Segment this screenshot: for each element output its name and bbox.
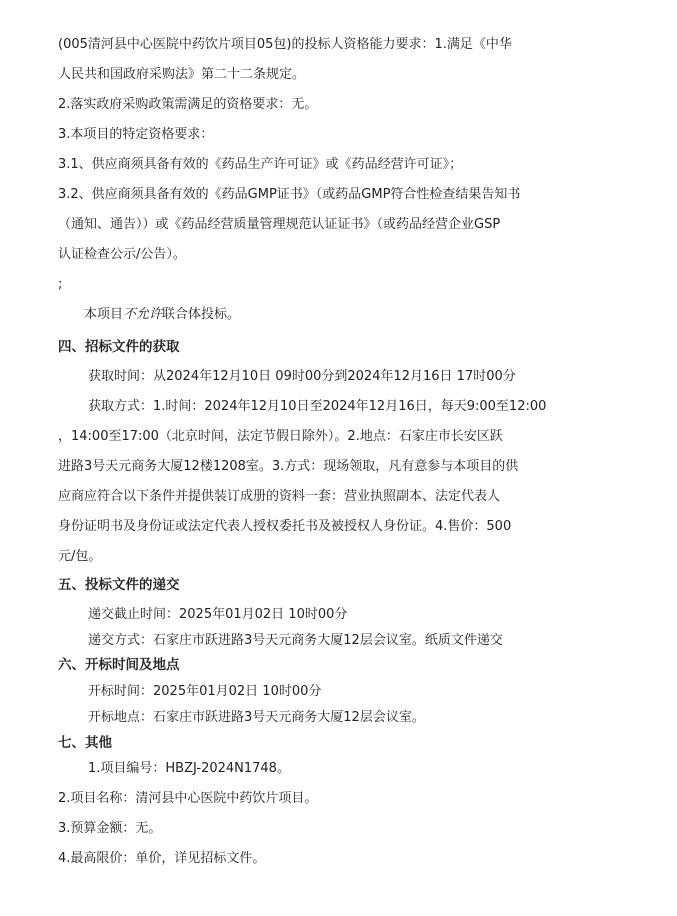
acquire-method-line-4: 应商应符合以下条件并提供装订成册的资料一套：营业执照副本、法定代表人	[58, 489, 501, 504]
submission-deadline: 递交截止时间：2025年01月02日 10时00分	[88, 607, 348, 622]
acquire-time: 获取时间：从2024年12月10日 09时00分到2024年12月16日 17时00分	[88, 369, 516, 384]
special-requirement-1: 3.1、供应商须具备有效的《药品生产许可证》或《药品经营许可证》；	[58, 157, 463, 172]
policy-requirement: 2.落实政府采购政策需满足的资格要求：无。	[58, 97, 318, 112]
other-item-4: 4.最高限价：单价，详见招标文件。	[58, 851, 266, 866]
special-requirement-2-line-2: （通知、通告））或《药品经营质量管理规范认证证书》（或药品经营企业GSP	[58, 217, 501, 232]
other-item-2: 2.项目名称：清河县中心医院中药饮片项目。	[58, 791, 318, 806]
submission-method: 递交方式：石家庄市跃进路3号天元商务大厦12层会议室。纸质文件递交	[88, 633, 503, 648]
special-requirement-2-line-3: 认证检查公示/公告）。	[58, 247, 186, 262]
acquire-method-line-2: ，14:00至17:00（北京时间，法定节假日除外）。2.地点：石家庄市长安区跃	[58, 429, 503, 444]
section-4-title: 四、招标文件的获取	[58, 339, 180, 355]
section-7-title: 七、其他	[58, 735, 112, 751]
consortium-pre: 本项目	[84, 307, 124, 322]
acquire-method-line-3: 进路3号天元商务大厦12楼1208室。3.方式：现场领取，凡有意参与本项目的供	[58, 459, 519, 474]
consortium-note	[84, 306, 240, 324]
special-requirement-2-line-1: 3.2、供应商须具备有效的《药品GMP证书》（或药品GMP符合性检查结果告知书	[58, 187, 521, 202]
opening-time: 开标时间：2025年01月02日 10时00分	[88, 684, 322, 699]
qualification-line-1: (005清河县中心医院中药饮片项目05包)的投标人资格能力要求：1.满足《中华	[58, 37, 512, 52]
consortium-emphasis: 不允许	[123, 307, 163, 322]
semicolon-mark: ;	[58, 277, 63, 292]
other-item-1: 1.项目编号：HBZJ-2024N1748。	[88, 761, 290, 776]
other-item-3: 3.预算金额：无。	[58, 821, 162, 836]
acquire-method-line-6: 元/包。	[58, 549, 102, 564]
special-requirement-title: 3.本项目的特定资格要求：	[58, 127, 214, 142]
opening-place: 开标地点：石家庄市跃进路3号天元商务大厦12层会议室。	[88, 710, 425, 725]
section-5-title: 五、投标文件的递交	[58, 577, 180, 593]
acquire-method-line-5: 身份证明书及身份证或法定代表人授权委托书及被授权人身份证。4.售价：500	[58, 519, 512, 534]
acquire-method-line-1: 获取方式：1.时间：2024年12月10日至2024年12月16日，每天9:00至12:00	[88, 399, 547, 414]
qualification-line-2: 人民共和国政府采购法》第二十二条规定。	[58, 67, 306, 82]
consortium-post: 联合体投标。	[162, 307, 241, 322]
section-6-title: 六、开标时间及地点	[58, 657, 180, 673]
